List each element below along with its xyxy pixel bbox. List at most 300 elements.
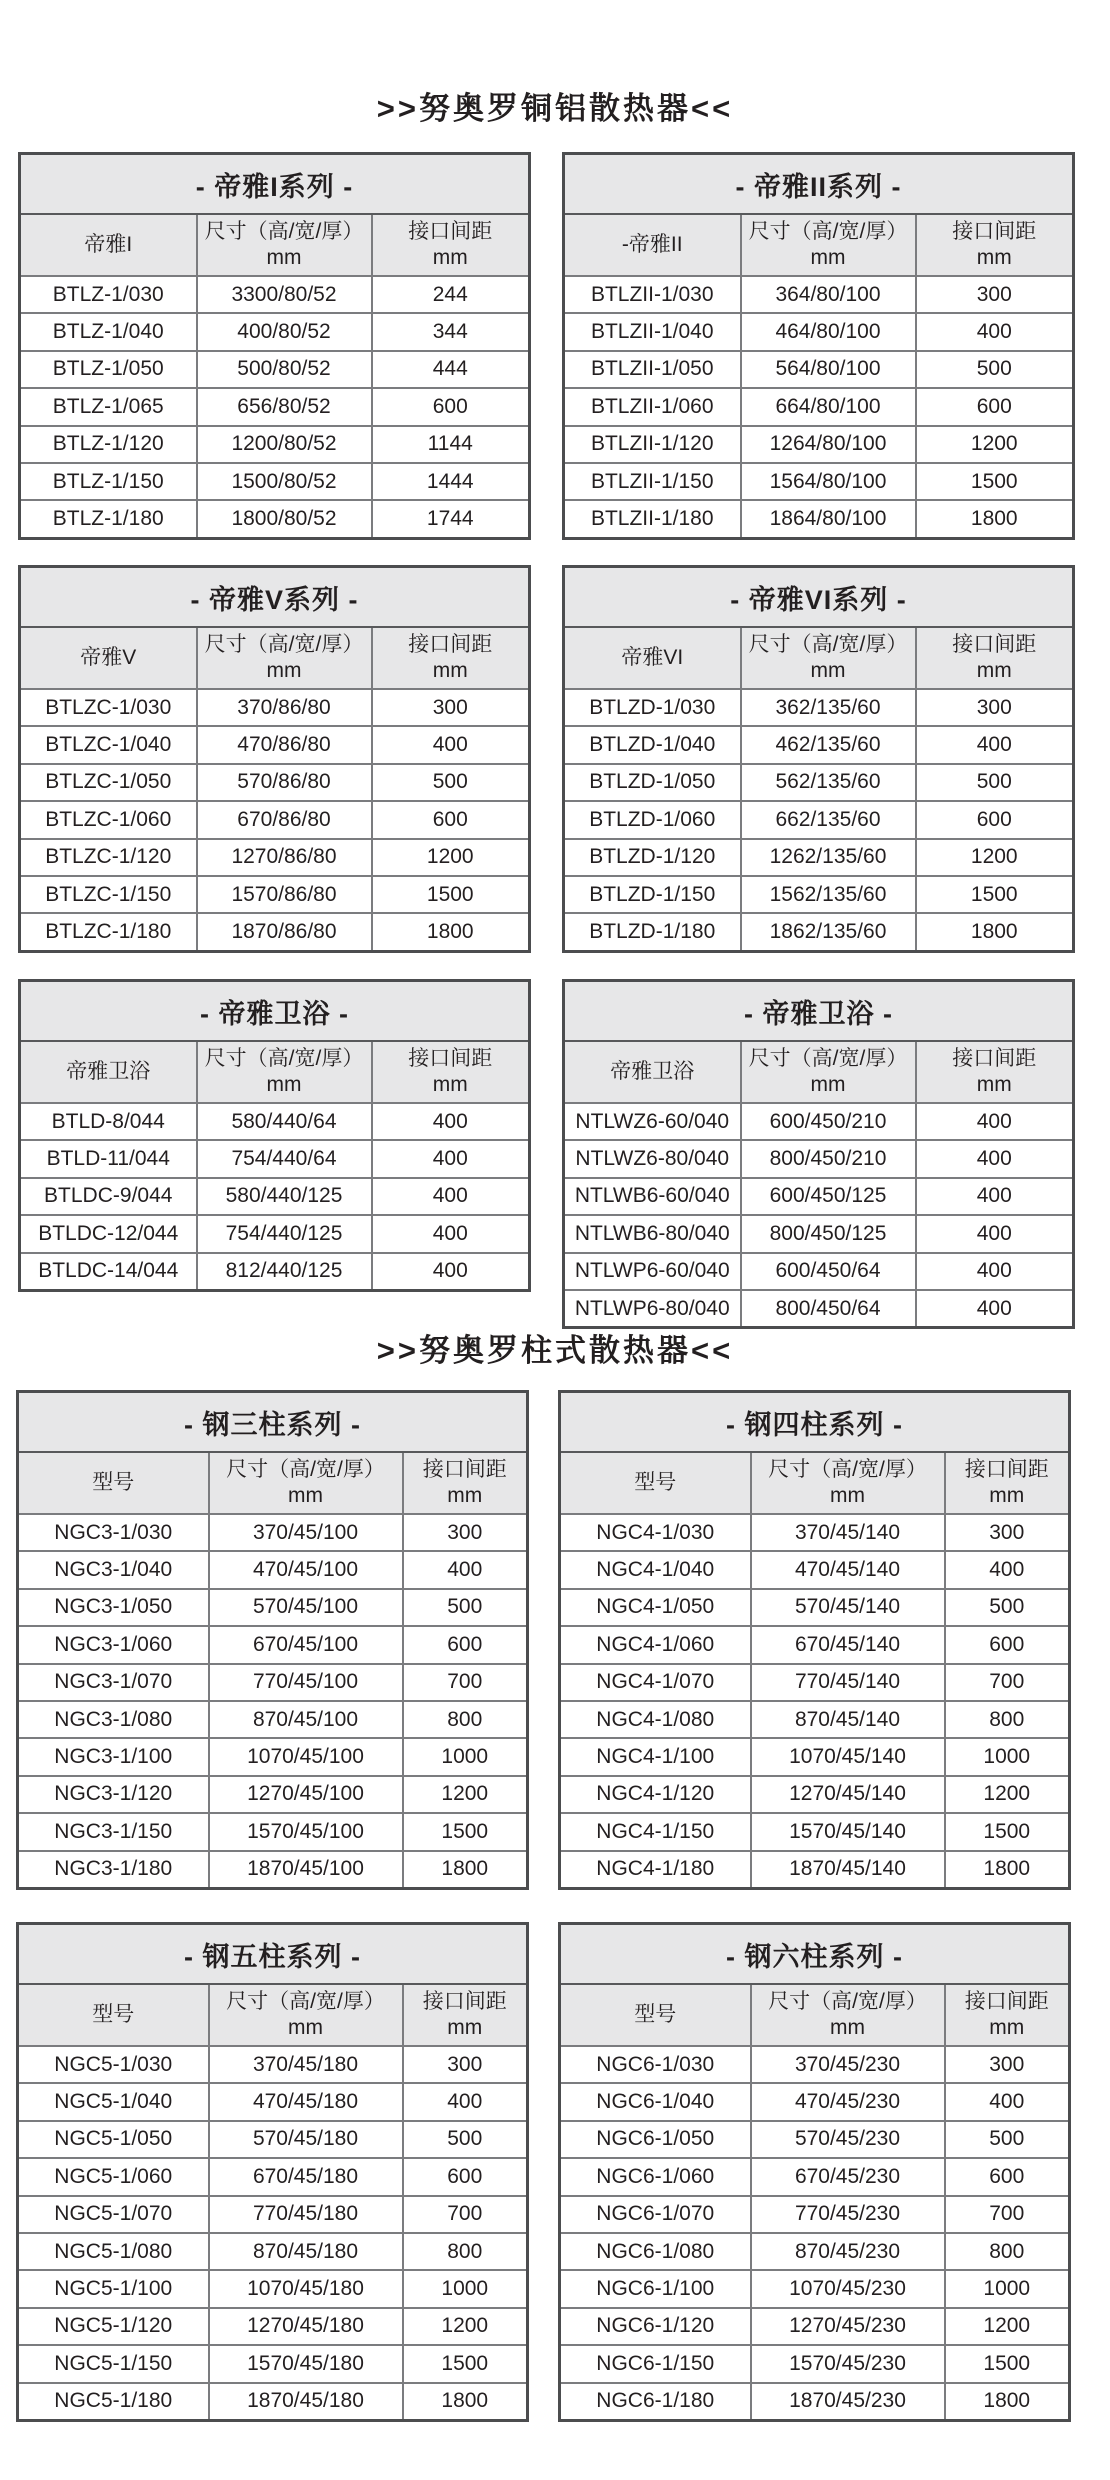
header-line: 尺寸（高/宽/厚） <box>204 220 364 243</box>
size-cell: 1570/45/180 <box>209 2345 403 2382</box>
table-row <box>560 2046 1070 2083</box>
model-cell: BTLZII-1/060 <box>564 388 741 425</box>
model-cell: NGC5-1/040 <box>18 2083 209 2120</box>
model-column-header: -帝雅II <box>564 214 741 276</box>
model-cell: BTLZD-1/050 <box>564 764 741 801</box>
spacing-cell: 1200 <box>403 2308 528 2345</box>
table-header-row <box>560 1984 1070 2046</box>
table-title: - 帝雅卫浴 - <box>20 981 530 1042</box>
spacing-cell: 400 <box>403 1551 528 1588</box>
spec-table-steel-5-column <box>16 1922 526 2422</box>
table-header-row <box>18 1452 528 1514</box>
model-cell: NGC4-1/060 <box>560 1626 751 1663</box>
model-column-header: 帝雅卫浴 <box>20 1041 197 1103</box>
table-row <box>564 839 1074 876</box>
spec-table-diya-5 <box>18 565 528 953</box>
table-header-row <box>564 214 1074 276</box>
header-line: mm <box>976 246 1012 269</box>
size-cell: 812/440/125 <box>197 1253 372 1291</box>
table-row <box>20 764 530 801</box>
table-row <box>20 500 530 538</box>
spacing-cell: 400 <box>372 1140 530 1177</box>
table-row <box>560 1514 1070 1551</box>
model-cell: NTLWB6-80/040 <box>564 1215 741 1252</box>
spacing-cell: 800 <box>945 1701 1070 1738</box>
spacing-cell: 1500 <box>916 876 1074 913</box>
size-cell: 1870/45/140 <box>751 1851 945 1889</box>
table-row <box>564 351 1074 388</box>
spacing-column-header <box>916 627 1074 689</box>
spacing-cell: 400 <box>916 1178 1074 1215</box>
table-row <box>18 2383 528 2421</box>
model-cell: BTLDC-14/044 <box>20 1253 197 1291</box>
size-cell: 1070/45/100 <box>209 1738 403 1775</box>
model-cell: NGC5-1/150 <box>18 2345 209 2382</box>
model-column-header: 帝雅V <box>20 627 197 689</box>
size-cell: 570/45/100 <box>209 1589 403 1626</box>
size-cell: 1070/45/230 <box>751 2270 945 2307</box>
model-cell: BTLZ-1/040 <box>20 313 197 350</box>
table-row <box>18 1514 528 1551</box>
size-cell: 470/86/80 <box>197 726 372 763</box>
header-line: mm <box>830 1484 865 1507</box>
spacing-cell: 700 <box>403 1664 528 1701</box>
section-title-column-radiators: >>努奥罗柱式散热器<< <box>376 1333 734 1368</box>
model-cell: NTLWB6-60/040 <box>564 1178 741 1215</box>
table-row <box>20 913 530 951</box>
spacing-cell: 1800 <box>945 1851 1070 1889</box>
model-cell: NGC6-1/060 <box>560 2158 751 2195</box>
model-cell: NGC4-1/120 <box>560 1776 751 1813</box>
size-cell: 1500/80/52 <box>197 463 372 500</box>
spacing-cell: 800 <box>403 2233 528 2270</box>
model-cell: BTLZC-1/180 <box>20 913 197 951</box>
size-cell: 1862/135/60 <box>741 913 916 951</box>
table-row <box>18 1738 528 1775</box>
size-cell: 600/450/125 <box>741 1178 916 1215</box>
header-line: mm <box>447 1484 483 1507</box>
spacing-column-header <box>372 627 530 689</box>
table-row <box>18 2270 528 2307</box>
model-column-header: 型号 <box>560 1452 751 1514</box>
spacing-cell: 600 <box>945 1626 1070 1663</box>
model-cell: BTLZC-1/120 <box>20 839 197 876</box>
spacing-cell: 300 <box>372 689 530 726</box>
size-cell: 1870/45/100 <box>209 1851 403 1889</box>
spacing-column-header <box>945 1984 1070 2046</box>
table-title: - 帝雅V系列 - <box>20 567 530 628</box>
header-line: 尺寸（高/宽/厚） <box>226 1458 385 1481</box>
size-cell: 1570/45/140 <box>751 1813 945 1850</box>
table-title-row <box>18 1392 528 1453</box>
size-cell: 870/45/140 <box>751 1701 945 1738</box>
spacing-cell: 1800 <box>945 2383 1070 2421</box>
model-cell: BTLZ-1/065 <box>20 388 197 425</box>
size-cell: 870/45/230 <box>751 2233 945 2270</box>
spacing-cell: 1000 <box>403 1738 528 1775</box>
size-cell: 370/86/80 <box>197 689 372 726</box>
header-line: mm <box>830 2016 865 2039</box>
size-cell: 364/80/100 <box>741 276 916 313</box>
table-title-row <box>20 981 530 1042</box>
model-cell: BTLZII-1/030 <box>564 276 741 313</box>
size-cell: 3300/80/52 <box>197 276 372 313</box>
table-row <box>20 463 530 500</box>
model-cell: BTLZC-1/040 <box>20 726 197 763</box>
model-cell: NTLWZ6-60/040 <box>564 1103 741 1140</box>
spacing-cell: 1200 <box>945 2308 1070 2345</box>
size-cell: 1270/45/230 <box>751 2308 945 2345</box>
model-cell: NTLWP6-60/040 <box>564 1253 741 1290</box>
table-title: - 钢三柱系列 - <box>18 1392 528 1453</box>
spacing-cell: 400 <box>916 1253 1074 1290</box>
spacing-cell: 500 <box>372 764 530 801</box>
spec-table <box>16 1922 529 2422</box>
table-header-row <box>564 1041 1074 1103</box>
spacing-cell: 600 <box>916 388 1074 425</box>
size-cell: 1870/45/230 <box>751 2383 945 2421</box>
header-line: 尺寸（高/宽/厚） <box>226 1990 385 2013</box>
spacing-cell: 600 <box>403 2158 528 2195</box>
table-row <box>560 1626 1070 1663</box>
header-line: 接口间距 <box>422 1458 507 1481</box>
table-row <box>560 2270 1070 2307</box>
table-row <box>564 463 1074 500</box>
size-cell: 1270/45/100 <box>209 1776 403 1813</box>
model-cell: NGC5-1/180 <box>18 2383 209 2421</box>
size-cell: 370/45/140 <box>751 1514 945 1551</box>
model-cell: NGC5-1/100 <box>18 2270 209 2307</box>
size-cell: 564/80/100 <box>741 351 916 388</box>
table-title-row <box>560 1392 1070 1453</box>
model-cell: BTLZII-1/180 <box>564 500 741 538</box>
spacing-cell: 344 <box>372 313 530 350</box>
size-cell: 570/45/230 <box>751 2121 945 2158</box>
size-cell: 570/86/80 <box>197 764 372 801</box>
model-cell: NTLWP6-80/040 <box>564 1290 741 1328</box>
header-line: 尺寸（高/宽/厚） <box>748 633 908 656</box>
table-title: - 帝雅VI系列 - <box>564 567 1074 628</box>
size-column-header <box>209 1984 403 2046</box>
spec-table-diya-6 <box>562 565 1072 953</box>
model-cell: BTLZII-1/120 <box>564 426 741 463</box>
size-cell: 662/135/60 <box>741 801 916 838</box>
size-cell: 1262/135/60 <box>741 839 916 876</box>
model-cell: BTLDC-12/044 <box>20 1215 197 1252</box>
model-cell: BTLZC-1/030 <box>20 689 197 726</box>
table-row <box>560 2196 1070 2233</box>
table-row <box>20 876 530 913</box>
size-cell: 1270/45/180 <box>209 2308 403 2345</box>
model-column-header: 型号 <box>18 1452 209 1514</box>
spacing-cell: 500 <box>403 2121 528 2158</box>
table-row <box>20 1178 530 1215</box>
size-cell: 464/80/100 <box>741 313 916 350</box>
model-cell: BTLD-11/044 <box>20 1140 197 1177</box>
size-cell: 580/440/125 <box>197 1178 372 1215</box>
spacing-cell: 600 <box>945 2158 1070 2195</box>
spacing-cell: 300 <box>916 689 1074 726</box>
spacing-cell: 1500 <box>916 463 1074 500</box>
table-title-row <box>20 567 530 628</box>
model-cell: BTLZII-1/150 <box>564 463 741 500</box>
model-cell: NGC4-1/150 <box>560 1813 751 1850</box>
size-cell: 1562/135/60 <box>741 876 916 913</box>
size-column-header <box>751 1984 945 2046</box>
table-title-row <box>18 1924 528 1985</box>
model-cell: NGC3-1/080 <box>18 1701 209 1738</box>
size-cell: 1200/80/52 <box>197 426 372 463</box>
table-row <box>564 313 1074 350</box>
spacing-cell: 700 <box>945 2196 1070 2233</box>
spec-table <box>562 152 1075 540</box>
size-cell: 800/450/125 <box>741 1215 916 1252</box>
spacing-cell: 1500 <box>403 1813 528 1850</box>
table-title: - 钢五柱系列 - <box>18 1924 528 1985</box>
model-cell: NGC6-1/150 <box>560 2345 751 2382</box>
spacing-cell: 800 <box>403 1701 528 1738</box>
header-line: 接口间距 <box>422 1990 507 2013</box>
table-row <box>564 726 1074 763</box>
model-cell: NGC3-1/120 <box>18 1776 209 1813</box>
model-cell: NGC5-1/120 <box>18 2308 209 2345</box>
size-cell: 1864/80/100 <box>741 500 916 538</box>
model-cell: NGC5-1/070 <box>18 2196 209 2233</box>
size-column-header <box>741 1041 916 1103</box>
spacing-cell: 800 <box>945 2233 1070 2270</box>
table-header-row <box>18 1984 528 2046</box>
model-cell: BTLZ-1/030 <box>20 276 197 313</box>
spacing-cell: 1500 <box>945 2345 1070 2382</box>
table-row <box>20 1253 530 1291</box>
spacing-cell: 600 <box>916 801 1074 838</box>
model-cell: NGC5-1/060 <box>18 2158 209 2195</box>
size-cell: 470/45/140 <box>751 1551 945 1588</box>
spacing-cell: 400 <box>372 1178 530 1215</box>
spacing-column-header <box>372 1041 530 1103</box>
spacing-column-header <box>403 1452 528 1514</box>
size-column-header <box>197 627 372 689</box>
size-cell: 1800/80/52 <box>197 500 372 538</box>
table-row <box>564 1215 1074 1252</box>
spacing-cell: 300 <box>916 276 1074 313</box>
table-row <box>18 1589 528 1626</box>
table-row <box>564 276 1074 313</box>
model-cell: NGC5-1/030 <box>18 2046 209 2083</box>
model-column-header: 帝雅I <box>20 214 197 276</box>
header-line: mm <box>810 246 846 269</box>
header-line: 尺寸（高/宽/厚） <box>768 1990 927 2013</box>
header-line: mm <box>432 246 468 269</box>
table-row <box>20 726 530 763</box>
model-column-header: 型号 <box>560 1984 751 2046</box>
model-cell: NGC6-1/030 <box>560 2046 751 2083</box>
size-cell: 1570/45/230 <box>751 2345 945 2382</box>
spacing-cell: 1444 <box>372 463 530 500</box>
spacing-cell: 300 <box>403 1514 528 1551</box>
spec-table <box>558 1922 1071 2422</box>
spacing-cell: 1800 <box>372 913 530 951</box>
spacing-cell: 400 <box>916 1140 1074 1177</box>
header-line: mm <box>432 1073 468 1096</box>
size-cell: 770/45/230 <box>751 2196 945 2233</box>
table-row <box>18 2083 528 2120</box>
size-cell: 1564/80/100 <box>741 463 916 500</box>
table-header-row <box>20 1041 530 1103</box>
table-row <box>564 876 1074 913</box>
model-cell: BTLZ-1/120 <box>20 426 197 463</box>
spacing-cell: 500 <box>945 2121 1070 2158</box>
table-row <box>20 839 530 876</box>
spacing-cell: 244 <box>372 276 530 313</box>
header-line: mm <box>266 246 302 269</box>
header-line: 接口间距 <box>952 633 1037 656</box>
spacing-cell: 500 <box>945 1589 1070 1626</box>
table-row <box>20 426 530 463</box>
model-cell: NGC4-1/050 <box>560 1589 751 1626</box>
header-line: mm <box>288 2016 323 2039</box>
table-title: - 钢六柱系列 - <box>560 1924 1070 1985</box>
spacing-column-header <box>945 1452 1070 1514</box>
spacing-cell: 400 <box>916 1215 1074 1252</box>
size-cell: 1070/45/180 <box>209 2270 403 2307</box>
size-cell: 600/450/210 <box>741 1103 916 1140</box>
spacing-cell: 1000 <box>945 1738 1070 1775</box>
header-line: mm <box>989 1484 1025 1507</box>
model-cell: NGC6-1/080 <box>560 2233 751 2270</box>
spec-table <box>562 565 1075 953</box>
table-row <box>18 2158 528 2195</box>
table-row <box>564 913 1074 951</box>
spacing-cell: 400 <box>372 1253 530 1291</box>
size-column-header <box>741 214 916 276</box>
header-line: 接口间距 <box>408 1047 493 1070</box>
table-row <box>564 426 1074 463</box>
spacing-cell: 1800 <box>916 913 1074 951</box>
size-cell: 1264/80/100 <box>741 426 916 463</box>
model-cell: BTLZD-1/150 <box>564 876 741 913</box>
table-row <box>18 2196 528 2233</box>
spacing-cell: 500 <box>403 1589 528 1626</box>
table-row <box>20 1215 530 1252</box>
table-row <box>20 689 530 726</box>
spec-table-steel-3-column <box>16 1390 526 1890</box>
header-line: mm <box>810 659 846 682</box>
model-cell: NGC4-1/080 <box>560 1701 751 1738</box>
size-cell: 656/80/52 <box>197 388 372 425</box>
header-line: mm <box>266 1073 302 1096</box>
table-title-row <box>20 154 530 215</box>
table-header-row <box>560 1452 1070 1514</box>
table-title: - 帝雅I系列 - <box>20 154 530 215</box>
table-row <box>560 2121 1070 2158</box>
model-cell: BTLZD-1/120 <box>564 839 741 876</box>
size-cell: 770/45/140 <box>751 1664 945 1701</box>
header-line: 接口间距 <box>964 1990 1049 2013</box>
size-cell: 670/45/140 <box>751 1626 945 1663</box>
size-cell: 670/45/100 <box>209 1626 403 1663</box>
table-row <box>560 1701 1070 1738</box>
spacing-cell: 400 <box>916 726 1074 763</box>
table-row <box>18 2046 528 2083</box>
size-cell: 600/450/64 <box>741 1253 916 1290</box>
size-cell: 800/450/64 <box>741 1290 916 1328</box>
size-cell: 754/440/125 <box>197 1215 372 1252</box>
size-cell: 470/45/230 <box>751 2083 945 2120</box>
header-line: 尺寸（高/宽/厚） <box>204 633 364 656</box>
spacing-cell: 600 <box>403 1626 528 1663</box>
spacing-cell: 444 <box>372 351 530 388</box>
model-cell: NGC3-1/050 <box>18 1589 209 1626</box>
model-cell: NGC3-1/100 <box>18 1738 209 1775</box>
size-cell: 370/45/100 <box>209 1514 403 1551</box>
model-cell: NGC4-1/070 <box>560 1664 751 1701</box>
header-line: mm <box>810 1073 846 1096</box>
spacing-cell: 600 <box>372 388 530 425</box>
spacing-cell: 400 <box>372 1103 530 1140</box>
header-line: mm <box>989 2016 1025 2039</box>
table-row <box>20 276 530 313</box>
model-cell: BTLZ-1/050 <box>20 351 197 388</box>
spec-table-steel-4-column <box>558 1390 1068 1890</box>
table-row <box>18 1701 528 1738</box>
model-cell: NGC5-1/080 <box>18 2233 209 2270</box>
size-cell: 670/86/80 <box>197 801 372 838</box>
model-cell: BTLZ-1/180 <box>20 500 197 538</box>
header-line: mm <box>288 1484 323 1507</box>
spacing-cell: 400 <box>403 2083 528 2120</box>
table-row <box>20 1103 530 1140</box>
model-cell: NTLWZ6-80/040 <box>564 1140 741 1177</box>
header-line: mm <box>976 1073 1012 1096</box>
size-cell: 1270/86/80 <box>197 839 372 876</box>
model-column-header: 型号 <box>18 1984 209 2046</box>
header-line: 尺寸（高/宽/厚） <box>748 220 908 243</box>
model-cell: NGC6-1/050 <box>560 2121 751 2158</box>
spacing-cell: 700 <box>945 1664 1070 1701</box>
spacing-cell: 600 <box>372 801 530 838</box>
spec-table <box>16 1390 529 1890</box>
table-row <box>564 764 1074 801</box>
table-row <box>18 2345 528 2382</box>
table-row <box>20 351 530 388</box>
size-cell: 664/80/100 <box>741 388 916 425</box>
table-title: - 帝雅卫浴 - <box>564 981 1074 1042</box>
header-line: 接口间距 <box>408 633 493 656</box>
size-cell: 500/80/52 <box>197 351 372 388</box>
spacing-cell: 1200 <box>372 839 530 876</box>
spacing-cell: 300 <box>945 1514 1070 1551</box>
size-cell: 800/450/210 <box>741 1140 916 1177</box>
spacing-cell: 500 <box>916 351 1074 388</box>
spacing-cell: 300 <box>945 2046 1070 2083</box>
spacing-cell: 1800 <box>403 1851 528 1889</box>
model-cell: BTLZD-1/060 <box>564 801 741 838</box>
spacing-cell: 400 <box>916 313 1074 350</box>
table-row <box>20 388 530 425</box>
spacing-cell: 500 <box>916 764 1074 801</box>
table-row <box>18 1626 528 1663</box>
size-cell: 470/45/180 <box>209 2083 403 2120</box>
model-cell: NGC6-1/040 <box>560 2083 751 2120</box>
table-row <box>20 1140 530 1177</box>
model-cell: BTLZC-1/150 <box>20 876 197 913</box>
model-cell: NGC4-1/180 <box>560 1851 751 1889</box>
size-cell: 462/135/60 <box>741 726 916 763</box>
model-cell: NGC6-1/100 <box>560 2270 751 2307</box>
table-title-row <box>564 154 1074 215</box>
spacing-cell: 1500 <box>945 1813 1070 1850</box>
